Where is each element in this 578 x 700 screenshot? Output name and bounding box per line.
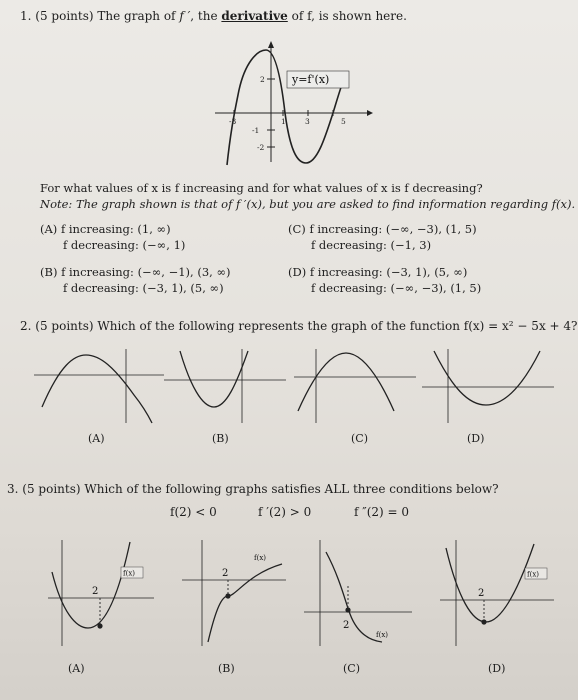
q3-condition-2: f ′(2) > 0 — [258, 505, 312, 519]
q2d-curve — [434, 351, 540, 405]
q3a-point — [97, 623, 102, 628]
q1-option-c[interactable] — [288, 222, 477, 236]
q1-number: 1. — [20, 9, 32, 23]
q3-prompt — [7, 482, 499, 496]
q1-option-a-dec: f decreasing: (−∞, 1) — [63, 238, 186, 252]
q1-option-b[interactable] — [40, 265, 231, 279]
q1-option-a-id: (A) — [40, 222, 58, 236]
q3-graph-b[interactable] — [178, 538, 290, 650]
q1-points: (5 points) — [35, 9, 94, 23]
q1-option-c-dec: f decreasing: (−1, 3) — [311, 238, 432, 252]
q3-number: 3. — [7, 482, 19, 496]
q3-graph-d[interactable] — [436, 538, 560, 650]
q2-graph-a[interactable] — [30, 345, 168, 425]
q1-derivative-graph — [205, 38, 375, 168]
q1-option-c-id: (C) — [288, 222, 306, 236]
q3b-two-label: 2 — [222, 568, 229, 579]
q3b-point — [225, 593, 230, 598]
q1-text-pre: The graph of — [97, 9, 180, 23]
q1-option-d-dec: f decreasing: (−∞, −3), (1, 5) — [311, 281, 482, 295]
q3d-two-label: 2 — [478, 588, 485, 599]
q1-derivative-word: derivative — [221, 9, 288, 23]
q1-option-d[interactable] — [288, 265, 467, 279]
q3c-curve — [326, 552, 382, 642]
q2-graph-b[interactable] — [160, 345, 290, 425]
q2-choice-a[interactable]: (A) — [88, 432, 105, 445]
q1-text-post: of f, is shown here. — [287, 9, 407, 23]
q1-option-b-inc: f increasing: (−∞, −1), (3, ∞) — [61, 265, 231, 279]
q2b-curve — [180, 351, 248, 407]
q1-option-a[interactable] — [40, 222, 171, 236]
q2-graph-c[interactable] — [290, 345, 420, 425]
q1-x-arrow — [367, 110, 373, 116]
q1-fprime: f ′ — [179, 9, 191, 23]
q1-option-d-inc: f increasing: (−3, 1), (5, ∞) — [309, 265, 468, 279]
q3-points: (5 points) — [22, 482, 81, 496]
q1-note: Note: The graph shown is that of f ′(x), but you are asked to find information regarding f(x). — [40, 197, 576, 211]
q1-xlabel-1: 1 — [281, 117, 286, 126]
q2-graph-d[interactable] — [418, 345, 558, 425]
q1-option-d-id: (D) — [288, 265, 307, 279]
q3-choice-c[interactable]: (C) — [343, 662, 360, 675]
q2-number: 2. — [20, 319, 32, 333]
q3-choice-d[interactable]: (D) — [488, 662, 506, 675]
q1-question: For what values of x is f increasing and for what values of x is f decreasing? — [40, 181, 483, 195]
q1-ylabel-neg1: -1 — [252, 126, 260, 135]
q2-choice-d[interactable]: (D) — [467, 432, 485, 445]
q1-option-b-id: (B) — [40, 265, 58, 279]
q3d-point — [481, 619, 486, 624]
q3c-point — [345, 607, 350, 612]
q3-text: Which of the following graphs satisfies ALL three conditions below? — [84, 482, 499, 496]
q1-xlabel-neg3: -3 — [229, 117, 237, 126]
q1-text-mid: , the — [190, 9, 222, 23]
q1-option-c-inc: f increasing: (−∞, −3), (1, 5) — [309, 222, 477, 236]
q2c-curve — [298, 353, 394, 411]
q2-text: Which of the following represents the graph of the function f(x) = x² − 5x + 4? — [97, 319, 578, 333]
q2a-curve — [42, 355, 152, 423]
q3a-two-label: 2 — [92, 586, 99, 597]
q3c-two-label: 2 — [343, 620, 350, 631]
q3a-curve — [52, 542, 130, 628]
q2-points: (5 points) — [35, 319, 94, 333]
q3-choice-b[interactable]: (B) — [218, 662, 235, 675]
q1-xlabel-5: 5 — [341, 117, 346, 126]
q3b-fx-label: f(x) — [254, 554, 267, 562]
q1-xlabel-3: 3 — [305, 117, 310, 126]
q1-graph-label: y=f'(x) — [292, 73, 330, 86]
q2-choice-b[interactable]: (B) — [212, 432, 229, 445]
q1-fprime-curve — [227, 50, 345, 165]
q2-prompt — [20, 319, 577, 333]
q3c-fx-label: f(x) — [376, 631, 389, 639]
q3d-curve — [446, 544, 534, 622]
q1-y-arrow — [268, 41, 274, 48]
q3-condition-3: f ″(2) = 0 — [354, 505, 410, 519]
q1-ylabel-2: 2 — [260, 75, 265, 84]
q2-choice-c[interactable]: (C) — [351, 432, 368, 445]
q1-ylabel-neg2: -2 — [257, 143, 265, 152]
q3-graph-c[interactable] — [300, 538, 420, 650]
q1-prompt — [20, 9, 407, 23]
q3b-curve — [208, 564, 282, 642]
q3-choice-a[interactable]: (A) — [68, 662, 85, 675]
q3a-fx-label: f(x) — [123, 569, 136, 578]
q1-option-a-inc: f increasing: (1, ∞) — [60, 222, 171, 236]
q1-option-b-dec: f decreasing: (−3, 1), (5, ∞) — [63, 281, 224, 295]
q3-condition-1: f(2) < 0 — [170, 505, 217, 519]
q3-graph-a[interactable] — [42, 538, 160, 650]
q3d-fx-label: f(x) — [527, 570, 540, 579]
